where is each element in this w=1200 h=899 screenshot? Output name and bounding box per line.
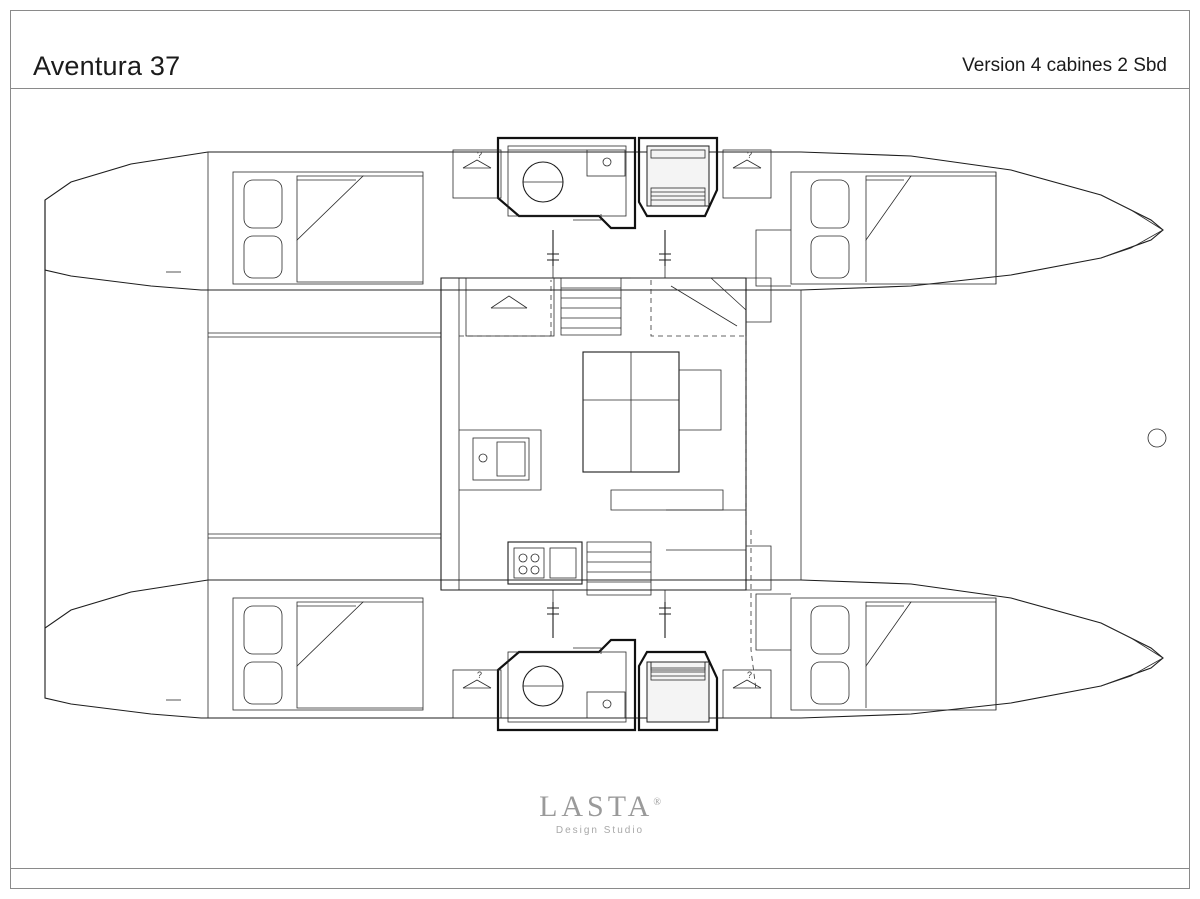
- misc-details: [166, 214, 1166, 700]
- footer-divider: [11, 868, 1189, 869]
- title-block: [11, 11, 1189, 89]
- studio-logo: [0, 790, 1200, 836]
- aft-port-cabin: [233, 598, 423, 710]
- fwd-stbd-cabin: [756, 172, 996, 286]
- fwd-port-cabin: [233, 172, 423, 284]
- aft-stbd-cabin: [756, 594, 996, 710]
- logo-wordmark: LASTA®: [539, 790, 661, 823]
- ladder-symbols: [547, 230, 671, 638]
- svg-text:?: ?: [477, 150, 483, 160]
- bridgedeck: [208, 290, 801, 580]
- boat-plan-drawing: [11, 90, 1189, 780]
- port-aft-head: [453, 640, 635, 730]
- logo-tagline: Design Studio: [555, 825, 645, 836]
- stbd-aft-head: [639, 652, 771, 730]
- svg-text:?: ?: [747, 670, 753, 680]
- version-label: Version 4 cabines 2 Sbd: [962, 55, 1167, 76]
- logo-registered-mark: ®: [653, 797, 661, 808]
- service-runs: [459, 280, 756, 690]
- stbd-fwd-head: [639, 138, 771, 216]
- svg-text:?: ?: [477, 670, 483, 680]
- saloon: [441, 278, 771, 595]
- svg-text:?: ?: [747, 150, 753, 160]
- hull-outline: [45, 152, 1163, 718]
- page-title: Aventura 37: [33, 51, 181, 81]
